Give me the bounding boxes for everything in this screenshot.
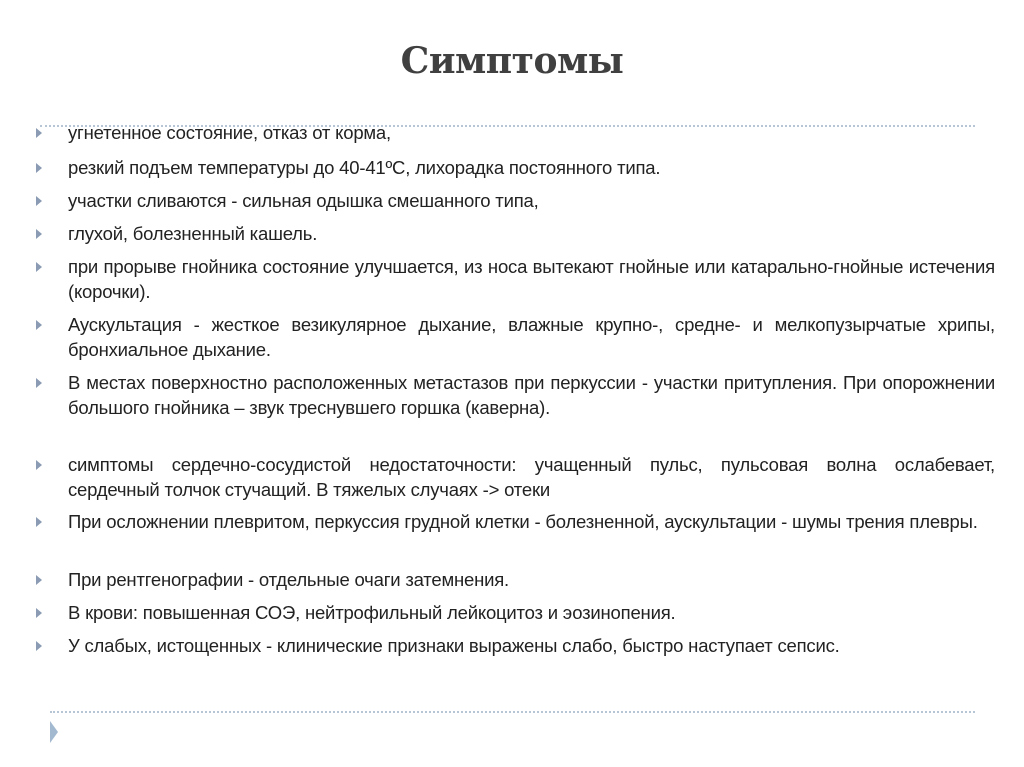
list-item: У слабых, истощенных - клинические признаки выражены слабо, быстро наступает сепсис. (68, 635, 840, 656)
bullet-icon (36, 378, 42, 388)
bullet-icon (36, 641, 42, 651)
list-item: при прорыве гнойника состояние улучшается, из носа вытекают гнойные или катарально-гнойные истечения (корочки). (68, 256, 995, 302)
list-item: глухой, болезненный кашель. (68, 223, 318, 244)
bullet-icon (36, 163, 42, 173)
bullet-icon (36, 196, 42, 206)
bullet-icon (36, 262, 42, 272)
bottom-divider (50, 711, 975, 713)
list-item: участки сливаются - сильная одышка смешанного типа, (68, 190, 539, 211)
list-item: При рентгенографии - отдельные очаги затемнения. (68, 569, 509, 590)
list-item: В местах поверхностно расположенных метастазов при перкуссии - участки притупления. При опорожнении большого гнойника – звук треснувшего горшка (каверна). (68, 372, 995, 418)
bullet-icon (36, 608, 42, 618)
list-item: симптомы сердечно-сосудистой недостаточности: учащенный пульс, пульсовая волна ослабевает, сердечный толчок стучащий. В тяжелых случаях -> отеки (68, 454, 995, 500)
slide-title: Симптомы (400, 40, 624, 82)
list-item: угнетенное состояние, отказ от корма, (68, 122, 391, 143)
list-item: резкий подъем температуры до 40-41ºС, лихорадка постоянного типа. (68, 157, 661, 178)
bullet-icon (36, 320, 42, 330)
list-item: В крови: повышенная СОЭ, нейтрофильный лейкоцитоз и эозинопения. (68, 602, 676, 623)
bullet-icon (36, 128, 42, 138)
bullet-icon (36, 517, 42, 527)
triangle-decoration-icon (50, 721, 58, 743)
bullet-icon (36, 229, 42, 239)
list-item: Аускультация - жесткое везикулярное дыхание, влажные крупно-, средне- и мелкопузырчатые хрипы, бронхиальное дыхание. (68, 314, 995, 360)
bullet-icon (36, 460, 42, 470)
list-item: При осложнении плевритом, перкуссия грудной клетки - болезненной, аускультации - шумы трения плевры. (68, 511, 978, 532)
bullet-icon (36, 575, 42, 585)
